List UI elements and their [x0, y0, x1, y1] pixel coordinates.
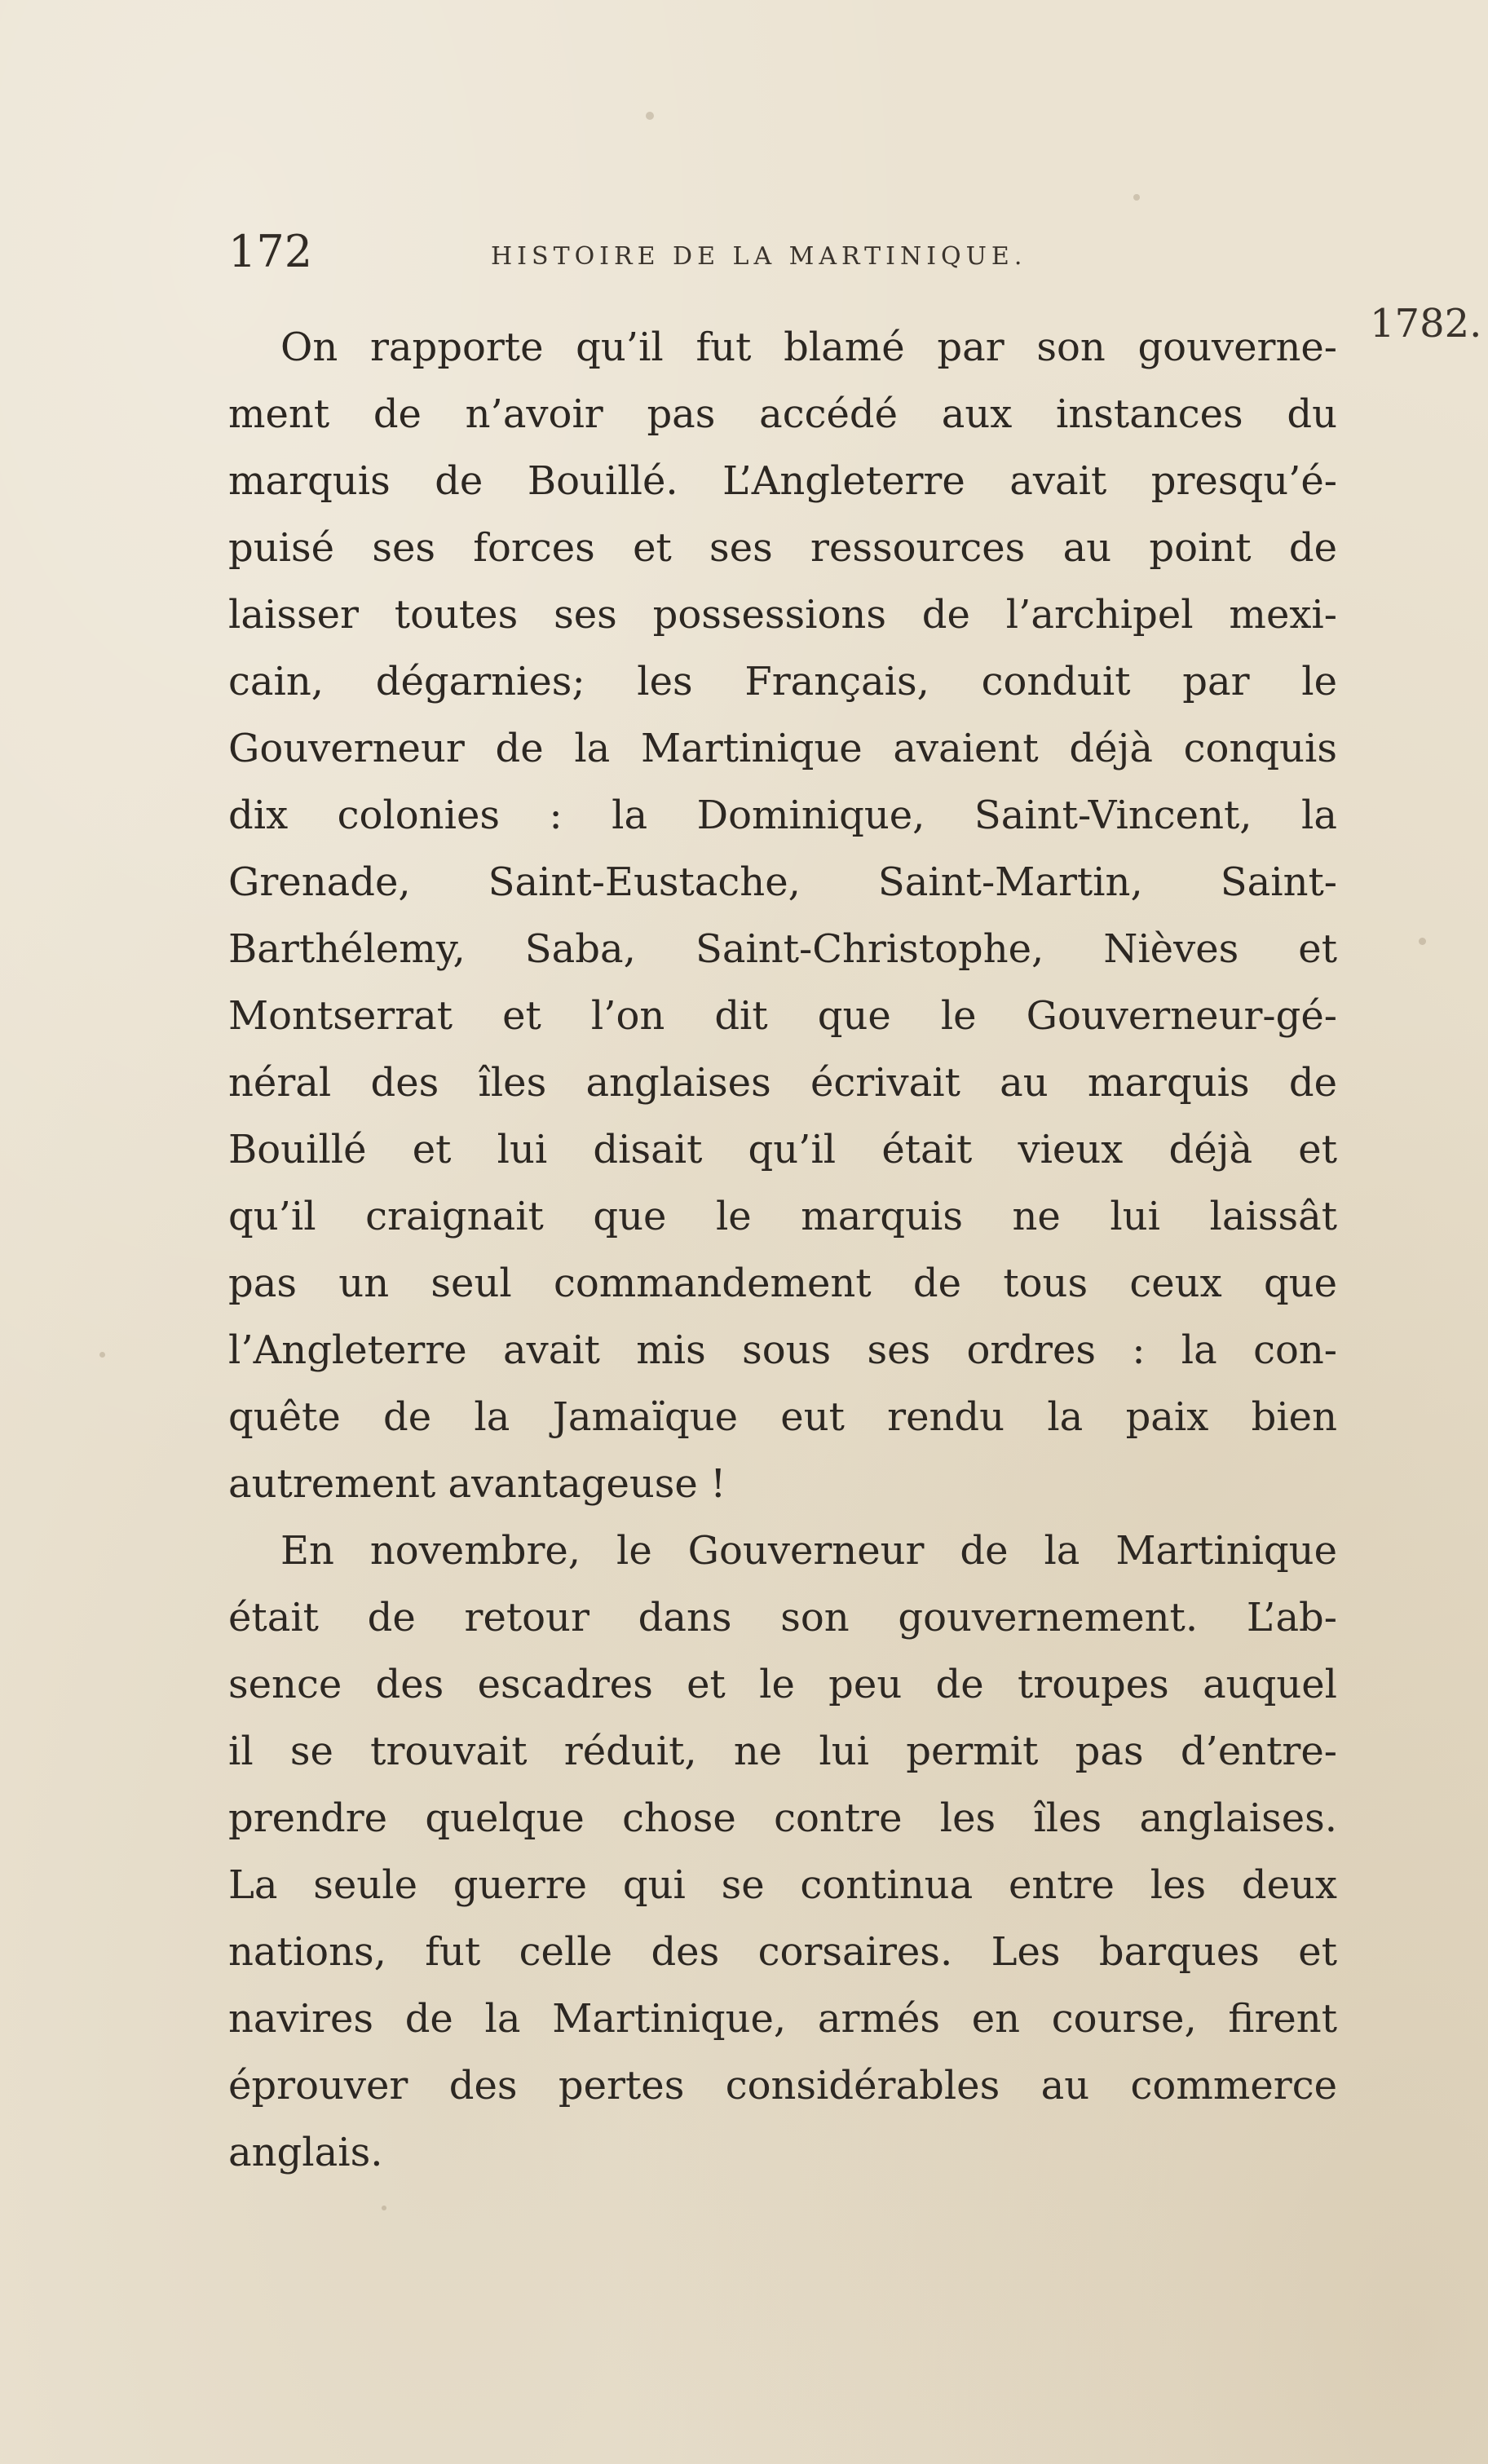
text-line: Bouillé et lui disait qu’il était vieux déjà et: [228, 1127, 1337, 1172]
text-line: quête de la Jamaïque eut rendu la paix bien: [228, 1394, 1337, 1440]
paper-speck: [646, 112, 654, 120]
text-line: laisser toutes ses possessions de l’archipel mexi-: [228, 592, 1337, 638]
text-line: était de retour dans son gouvernement. L’ab-: [228, 1595, 1337, 1640]
text-line: navires de la Martinique, armés en course, firent: [228, 1996, 1337, 2042]
text-line: il se trouvait réduit, ne lui permit pas d’entre-: [228, 1729, 1337, 1774]
body-text: [228, 314, 1337, 2186]
margin-year-note: 1782.: [1370, 301, 1482, 347]
text-line: anglais.: [228, 2130, 383, 2175]
text-line: l’Angleterre avait mis sous ses ordres : la con-: [228, 1327, 1337, 1373]
page-number: 172: [228, 226, 313, 277]
text-line: cain, dégarnies; les Français, conduit par le: [228, 659, 1337, 704]
text-line: autrement avantageuse !: [228, 1461, 726, 1507]
text-line: prendre quelque chose contre les îles anglaises.: [228, 1795, 1337, 1841]
text-line: nations, fut celle des corsaires. Les barques et: [228, 1929, 1337, 1975]
text-line: pas un seul commandement de tous ceux que: [228, 1261, 1337, 1306]
paper-speck: [99, 1352, 105, 1358]
text-line: Barthélemy, Saba, Saint-Christophe, Nièves et: [228, 926, 1337, 972]
text-line: sence des escadres et le peu de troupes auquel: [228, 1662, 1337, 1707]
text-line: néral des îles anglaises écrivait au marquis de: [228, 1060, 1337, 1106]
text-line: Grenade, Saint-Eustache, Saint-Martin, Saint-: [228, 859, 1337, 905]
text-line: éprouver des pertes considérables au commerce: [228, 2063, 1337, 2109]
paragraph-1: [228, 314, 1337, 1517]
text-line: Gouverneur de la Martinique avaient déjà conquis: [228, 726, 1337, 771]
paper-speck: [1133, 194, 1140, 201]
text-line: qu’il craignait que le marquis ne lui laissât: [228, 1194, 1337, 1239]
text-line: dix colonies : la Dominique, Saint-Vincent, la: [228, 793, 1337, 838]
text-line: La seule guerre qui se continua entre les deux: [228, 1862, 1337, 1908]
text-line: ment de n’avoir pas accédé aux instances du: [228, 391, 1337, 437]
text-line: Montserrat et l’on dit que le Gouverneur-gé-: [228, 993, 1337, 1039]
text-line: marquis de Bouillé. L’Angleterre avait presqu’é-: [228, 458, 1337, 504]
paragraph-2: [228, 1517, 1337, 2186]
text-line: puisé ses forces et ses ressources au point de: [228, 525, 1337, 571]
running-title: HISTOIRE DE LA MARTINIQUE.: [491, 242, 1027, 271]
paper-speck: [382, 2206, 386, 2210]
paper-speck: [1419, 938, 1426, 945]
text-line: En novembre, le Gouverneur de la Martinique: [280, 1528, 1337, 1574]
text-line: On rapporte qu’il fut blamé par son gouverne-: [280, 325, 1337, 370]
